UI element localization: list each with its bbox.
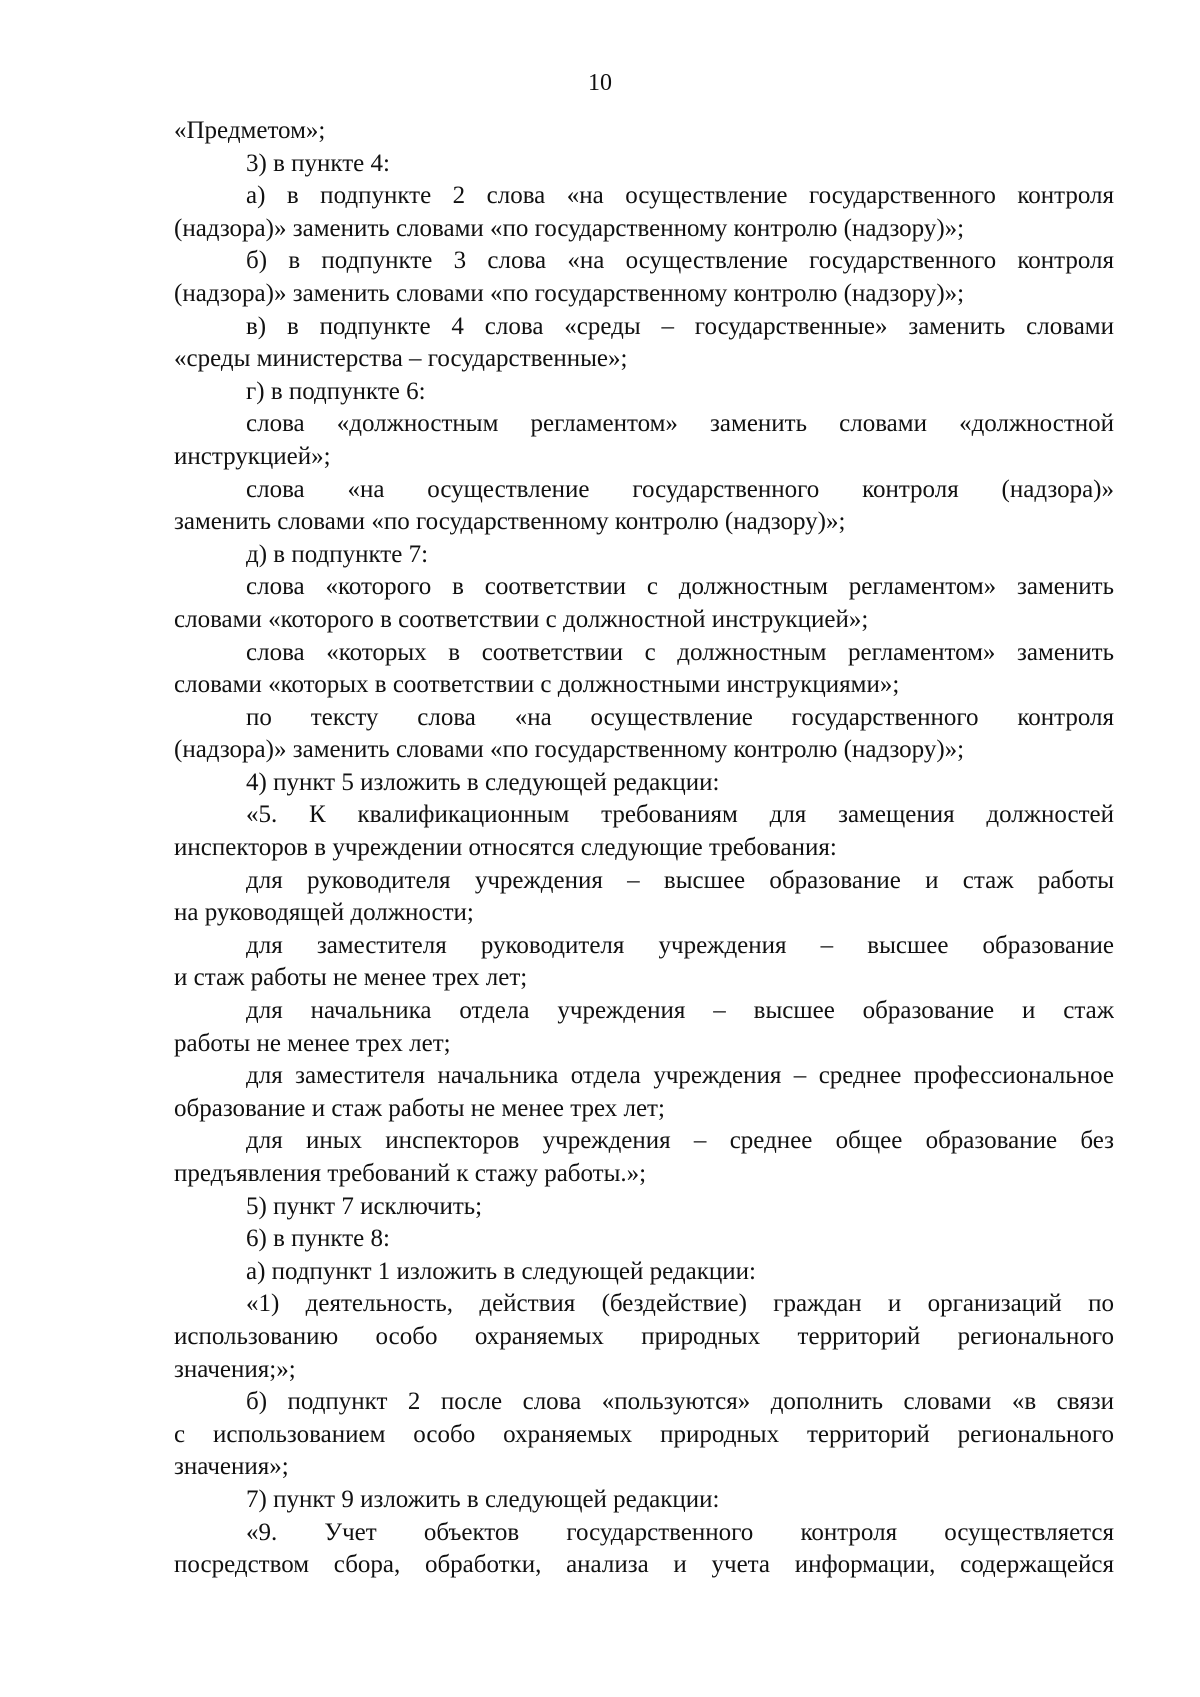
- text-line: б) подпункт 2 после слова «пользуются» дополнить словами «в связи: [246, 1388, 1114, 1416]
- text-line: инструкцией»;: [174, 442, 331, 470]
- text-line: инспекторов в учреждении относятся следующие требования:: [174, 834, 837, 862]
- page-number: 10: [588, 70, 612, 96]
- text-line: и стаж работы не менее трех лет;: [174, 964, 528, 992]
- text-line: слова «должностным регламентом» заменить словами «должностной: [246, 410, 1114, 438]
- text-line: для заместителя начальника отдела учреждения – среднее профессиональное: [246, 1062, 1114, 1090]
- text-line: «5. К квалификационным требованиям для замещения должностей: [246, 801, 1114, 829]
- text-line: «Предметом»;: [174, 117, 326, 144]
- text-line: для иных инспекторов учреждения – среднее общее образование без: [246, 1127, 1114, 1155]
- text-line: 3) в пункте 4:: [246, 149, 390, 177]
- text-line: словами «которого в соответствии с должностной инструкцией»;: [174, 605, 869, 633]
- text-line: в) в подпункте 4 слова «среды – государственные» заменить словами: [246, 312, 1114, 340]
- text-line: а) подпункт 1 изложить в следующей редакции:: [246, 1257, 756, 1285]
- text-line: слова «которых в соответствии с должностным регламентом» заменить: [246, 638, 1114, 666]
- text-line: 7) пункт 9 изложить в следующей редакции:: [246, 1485, 720, 1513]
- text-line: значения;»;: [174, 1355, 296, 1383]
- text-line: «9. Учет объектов государственного контроля осуществляется: [246, 1518, 1114, 1546]
- text-line: д) в подпункте 7:: [246, 540, 429, 568]
- text-line: на руководящей должности;: [174, 899, 474, 927]
- text-line: «среды министерства – государственные»;: [174, 345, 628, 373]
- text-line: использованию особо охраняемых природных территорий регионального: [174, 1322, 1114, 1350]
- text-line: по тексту слова «на осуществление государственного контроля: [246, 703, 1114, 731]
- text-line: (надзора)» заменить словами «по государственному контролю (надзору)»;: [174, 736, 965, 764]
- text-line: «1) деятельность, действия (бездействие) граждан и организаций по: [246, 1290, 1114, 1318]
- text-line: 6) в пункте 8:: [246, 1225, 390, 1253]
- text-line: значения»;: [174, 1453, 289, 1481]
- text-line: слова «на осуществление государственного контроля (надзора)»: [246, 475, 1114, 503]
- document-body: [174, 115, 1114, 1582]
- text-line: б) в подпункте 3 слова «на осуществление государственного контроля: [246, 247, 1114, 275]
- text-line: (надзора)» заменить словами «по государственному контролю (надзору)»;: [174, 279, 965, 307]
- text-line: с использованием особо охраняемых природных территорий регионального: [174, 1420, 1114, 1448]
- text-line: для заместителя руководителя учреждения – высшее образование: [246, 931, 1114, 959]
- text-line: 4) пункт 5 изложить в следующей редакции:: [246, 768, 720, 796]
- text-line: слова «которого в соответствии с должностным регламентом» заменить: [246, 573, 1114, 601]
- text-line: для начальника отдела учреждения – высшее образование и стаж: [246, 997, 1114, 1025]
- text-line: (надзора)» заменить словами «по государственному контролю (надзору)»;: [174, 214, 965, 242]
- text-line: предъявления требований к стажу работы.»;: [174, 1160, 647, 1187]
- text-line: словами «которых в соответствии с должностными инструкциями»;: [174, 671, 900, 699]
- text-line: образование и стаж работы не менее трех лет;: [174, 1094, 665, 1122]
- text-line: 5) пункт 7 исключить;: [246, 1192, 483, 1220]
- text-line: работы не менее трех лет;: [174, 1029, 451, 1057]
- text-line: посредством сбора, обработки, анализа и учета информации, содержащейся: [174, 1551, 1114, 1579]
- text-line: для руководителя учреждения – высшее образование и стаж работы: [246, 866, 1114, 894]
- text-line: г) в подпункте 6:: [246, 377, 426, 405]
- text-line: заменить словами «по государственному контролю (надзору)»;: [174, 508, 846, 536]
- text-line: а) в подпункте 2 слова «на осуществление государственного контроля: [246, 182, 1114, 210]
